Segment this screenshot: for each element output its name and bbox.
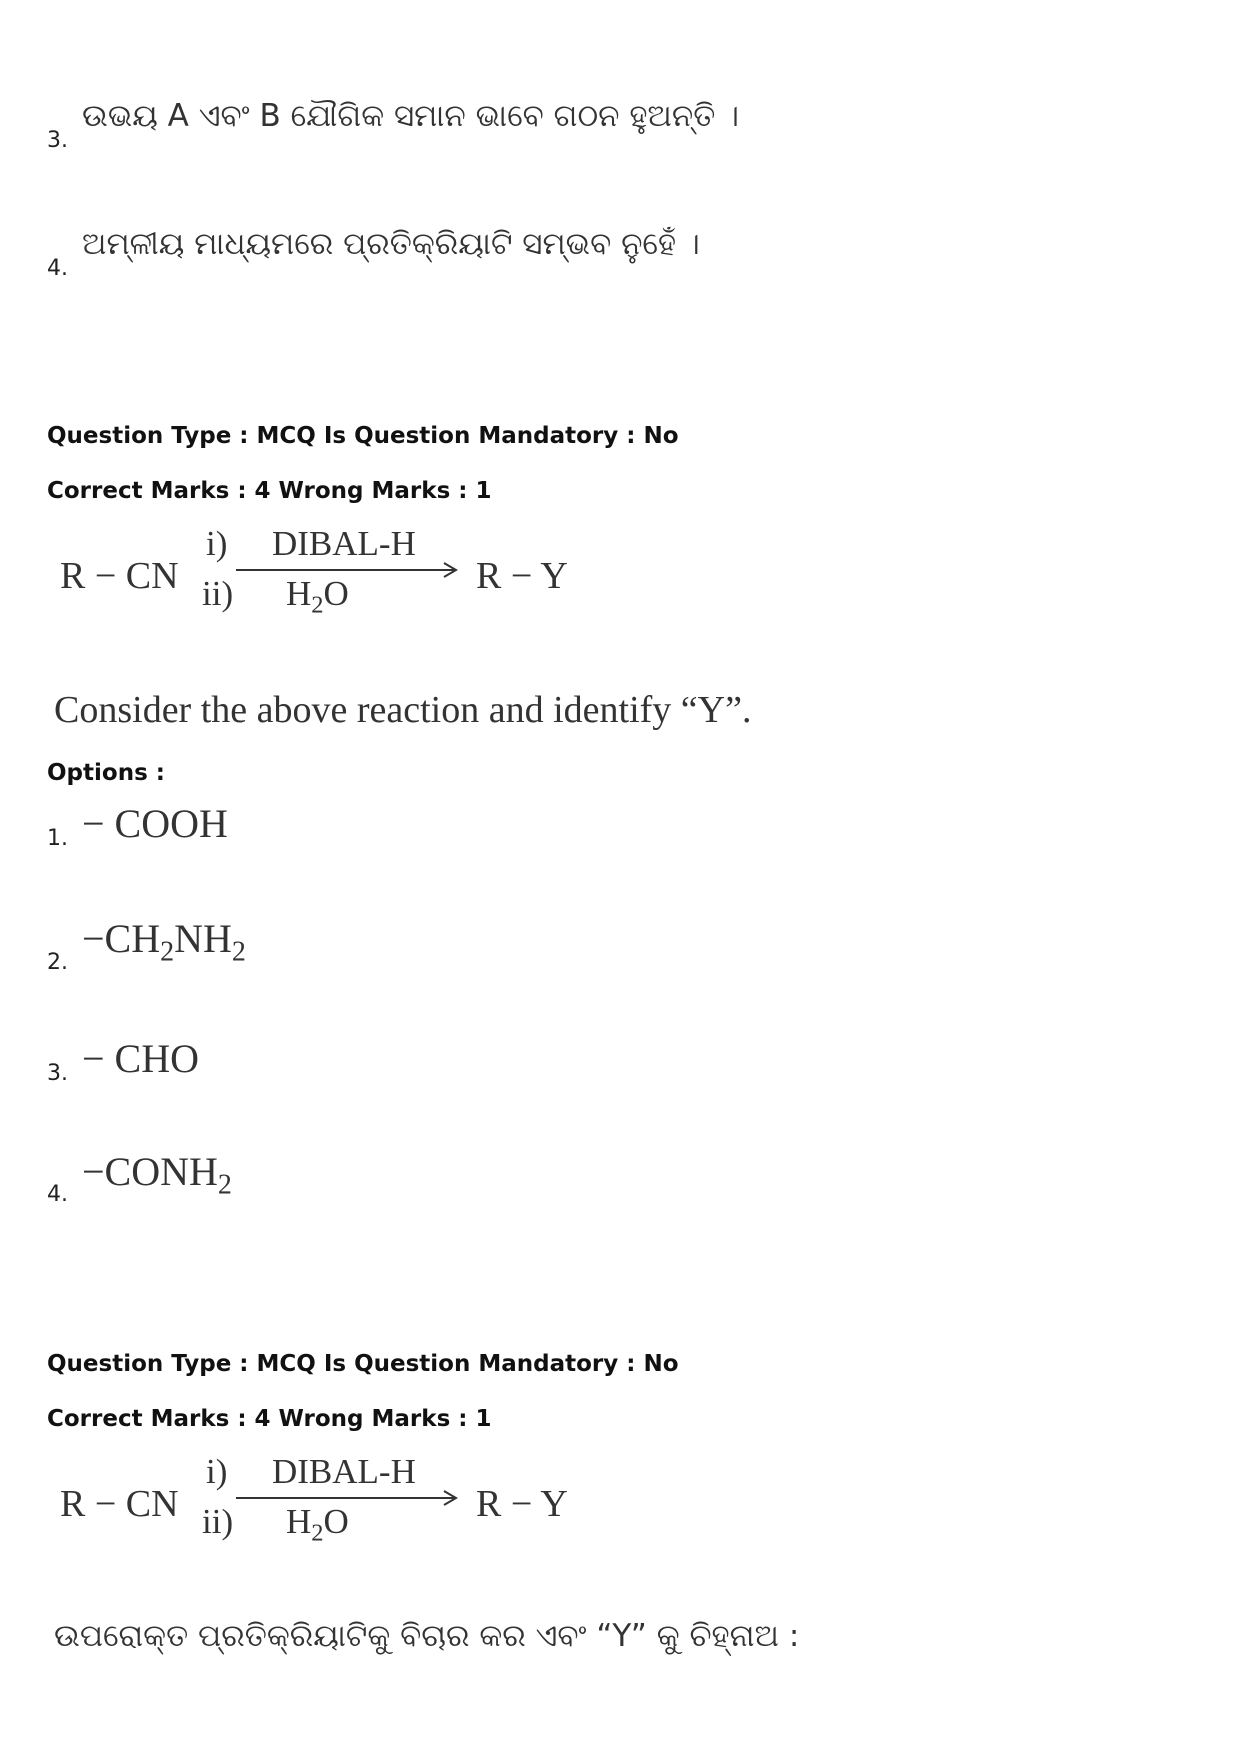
option-2-formula[interactable]: $-CH_2NH_2$: [82, 916, 246, 968]
option-number: 3.: [47, 128, 68, 153]
marks-line: Correct Marks : 4 Wrong Marks : 1: [47, 1406, 492, 1432]
reaction-arrow: [236, 560, 462, 580]
options-label: Options :: [47, 760, 165, 786]
option-number: 1.: [47, 826, 68, 851]
product: R − Y: [476, 1483, 568, 1525]
step2-reagent: $H_2O$: [286, 574, 349, 619]
reactant: R − CN: [60, 555, 179, 597]
question-type-line: Question Type : MCQ Is Question Mandatory : No: [47, 1351, 679, 1377]
question-text: ଉପରୋକ୍ତ ପ୍ରତିକ୍ରିୟାଟିକୁ ବିଚାର କର ଏବଂ “Y” କୁ ଚିହ୍ନାଅ :: [54, 1618, 800, 1654]
option-number: 3.: [47, 1061, 68, 1086]
option-number: 4.: [47, 256, 68, 281]
step1-label: i): [206, 524, 228, 563]
option-text: ଅମ୍ଳୀୟ ମାଧ୍ୟମରେ ପ୍ରତିକ୍ରିୟାଟି ସମ୍ଭବ ନୁହେଁ ।: [82, 226, 700, 262]
option-1-formula[interactable]: − COOH: [82, 801, 228, 846]
question-text: Consider the above reaction and identify “Y”.: [54, 689, 752, 731]
step1-reagent: DIBAL-H: [272, 524, 416, 563]
step2-reagent: $H_2O$: [286, 1502, 349, 1547]
marks-line: Correct Marks : 4 Wrong Marks : 1: [47, 478, 492, 504]
reactant: R − CN: [60, 1483, 179, 1525]
step1-reagent: DIBAL-H: [272, 1452, 416, 1491]
option-4-formula[interactable]: $-CONH_2$: [82, 1149, 232, 1201]
step2-label: ii): [202, 1502, 234, 1541]
step2-label: ii): [202, 574, 234, 613]
option-number: 2.: [47, 950, 68, 975]
option-3-formula[interactable]: − CHO: [82, 1036, 200, 1081]
reaction-equation: [0, 1448, 640, 1558]
option-text: ଉଭୟ A ଏବଂ B ଯୌଗିକ ସମାନ ଭାବେ ଗଠନ ହୁଅନ୍ତି ।: [82, 98, 740, 134]
option-number: 4.: [47, 1182, 68, 1207]
question-type-line: Question Type : MCQ Is Question Mandatory : No: [47, 423, 679, 449]
product: R − Y: [476, 555, 568, 597]
reaction-equation: [0, 520, 640, 630]
step1-label: i): [206, 1452, 228, 1491]
reaction-arrow: [236, 1488, 462, 1508]
